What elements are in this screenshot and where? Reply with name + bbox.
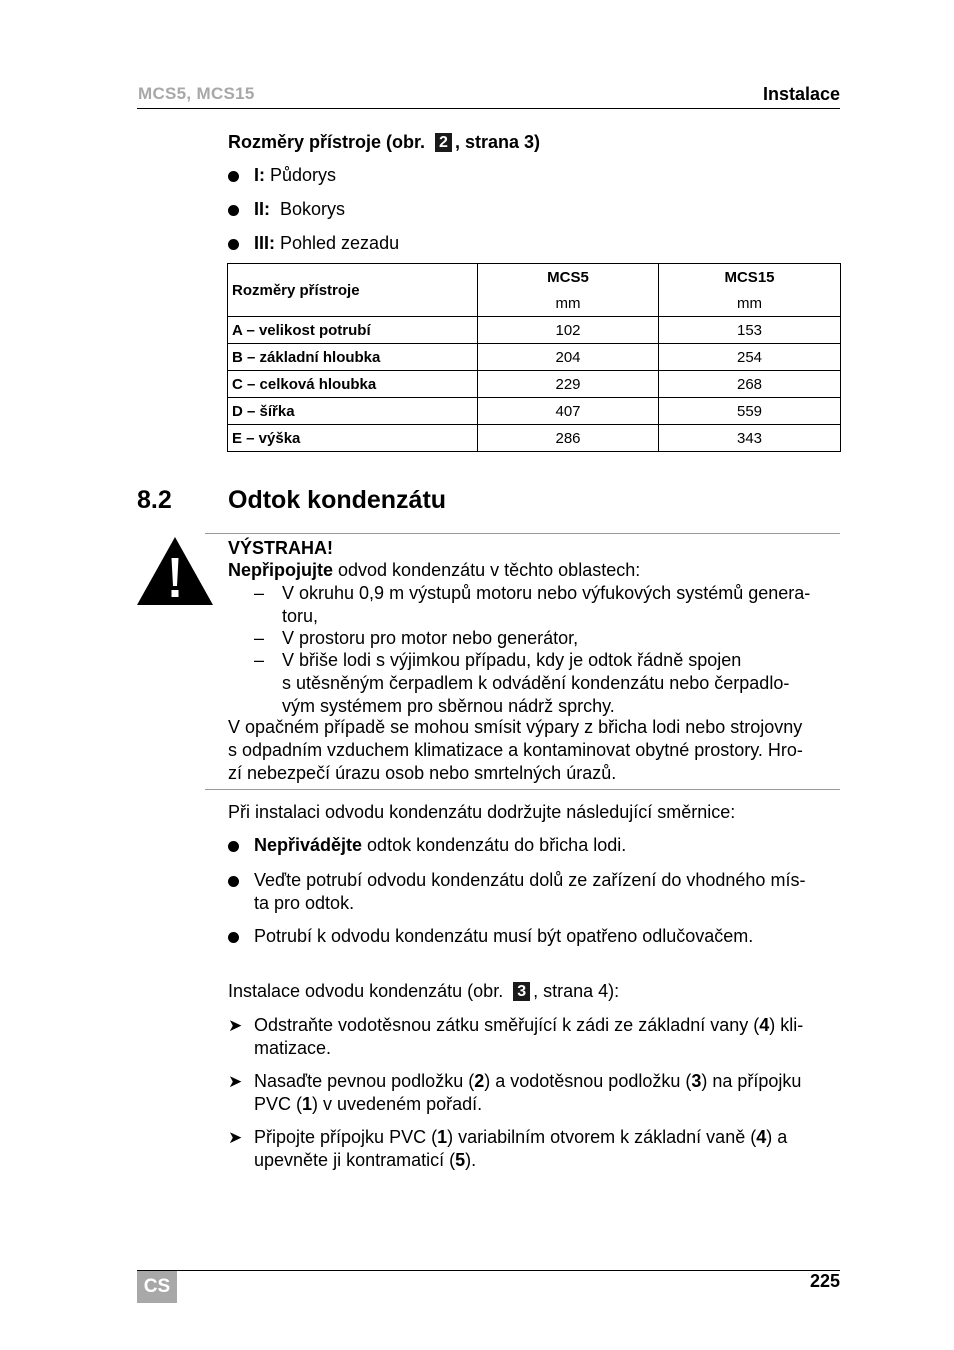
- warning-title: VÝSTRAHA!: [228, 538, 334, 558]
- table-row: [228, 398, 841, 425]
- cell-value: 102: [478, 317, 659, 344]
- warning-intro: Nepřipojujte odvod kondenzátu v těchto oblastech:: [228, 560, 641, 580]
- cell-value: 254: [659, 344, 841, 371]
- row-label: E – výška: [228, 425, 478, 452]
- warning-item: – V břiše lodi s výjimkou případu, kdy je odtok řádně spojen s utěsněným čerpadlem k odvádění kondenzátu nebo čerpadlo- vým systémem pro sběrnou nádrž sprchy.: [254, 650, 790, 716]
- unit-cell: mm: [478, 290, 659, 317]
- cell-value: 286: [478, 425, 659, 452]
- list-item: Veďte potrubí odvodu kondenzátu dolů ze zařízení do vhodného mís- ta pro odtok.: [228, 869, 840, 915]
- language-badge: CS: [137, 1271, 177, 1303]
- install-step: ➤ Nasaďte pevnou podložku (2) a vodotěsnou podložku (3) na přípojku PVC (1) v uvedeném pořadí.: [228, 1071, 802, 1114]
- section-title: Odtok kondenzátu: [228, 486, 447, 514]
- row-label: B – základní hloubka: [228, 344, 478, 371]
- guidelines-intro: Při instalaci odvodu kondenzátu dodržujte následující směrnice:: [228, 802, 736, 822]
- column-header-mcs15: MCS15: [659, 264, 841, 291]
- row-label: A – velikost potrubí: [228, 317, 478, 344]
- warning-divider-top: [205, 533, 840, 534]
- arrow-bullet-icon: ➤: [228, 1128, 243, 1147]
- unit-cell: mm: [659, 290, 841, 317]
- header-models: MCS5, MCS15: [138, 84, 255, 103]
- table-row: [228, 344, 841, 371]
- column-header-mcs5: MCS5: [478, 264, 659, 291]
- dimensions-heading: Rozměry přístroje (obr. 2 , strana 3): [228, 132, 540, 152]
- cell-value: 268: [659, 371, 841, 398]
- table-row: [228, 317, 841, 344]
- list-item: Potrubí k odvodu kondenzátu musí být opatřeno odlučovačem.: [228, 925, 840, 948]
- cell-value: 204: [478, 344, 659, 371]
- bullet-icon: [228, 239, 239, 250]
- install-intro: Instalace odvodu kondenzátu (obr. 3 , strana 4):: [228, 981, 620, 1001]
- table-corner-header: Rozměry přístroje: [228, 264, 478, 317]
- list-item: Nepřivádějte odtok kondenzátu do břicha lodi.: [228, 834, 840, 857]
- cell-value: 559: [659, 398, 841, 425]
- cell-value: 407: [478, 398, 659, 425]
- bullet-icon: [228, 171, 239, 182]
- warning-outro: V opačném případě se mohou smísit výpary z břicha lodi nebo strojovny s odpadním vzduchem klimatizace a kontaminovat obytné prostory. Hro- zí nebezpečí úrazu osob nebo smrtelných úrazů.: [228, 717, 803, 783]
- footer-rule: [137, 1270, 840, 1271]
- bullet-icon: [228, 205, 239, 216]
- section-number: 8.2: [137, 486, 172, 514]
- cell-value: 343: [659, 425, 841, 452]
- warning-item: – V prostoru pro motor nebo generátor,: [254, 628, 579, 648]
- bullet-icon: [228, 932, 239, 943]
- figure-number-badge: 3: [513, 982, 530, 1001]
- header-rule: [137, 108, 840, 109]
- bullet-icon: [228, 841, 239, 852]
- table-row: [228, 425, 841, 452]
- figure-number-badge: 2: [435, 133, 452, 152]
- arrow-bullet-icon: ➤: [228, 1016, 243, 1035]
- row-label: D – šířka: [228, 398, 478, 425]
- warning-item: – V okruhu 0,9 m výstupů motoru nebo výfukových systémů genera- toru,: [254, 583, 811, 626]
- cell-value: 229: [478, 371, 659, 398]
- header-section: Instalace: [762, 84, 840, 104]
- bullet-icon: [228, 876, 239, 887]
- list-item: I: Půdorys: [228, 164, 840, 187]
- table-row: [228, 371, 841, 398]
- list-item: II: Bokorys: [228, 198, 840, 221]
- warning-triangle-icon: [136, 536, 214, 611]
- install-step: ➤ Připojte přípojku PVC (1) variabilním otvorem k základní vaně (4) a upevněte ji kontramaticí (5).: [228, 1127, 788, 1170]
- dimensions-table: [227, 263, 841, 452]
- row-label: C – celková hloubka: [228, 371, 478, 398]
- install-step: ➤ Odstraňte vodotěsnou zátku směřující k zádi ze základní vany (4) kli- matizace.: [228, 1015, 804, 1058]
- list-item: III: Pohled zezadu: [228, 232, 840, 255]
- cell-value: 153: [659, 317, 841, 344]
- page-number: 225: [809, 1271, 840, 1291]
- warning-divider-bottom: [205, 789, 840, 790]
- arrow-bullet-icon: ➤: [228, 1072, 243, 1091]
